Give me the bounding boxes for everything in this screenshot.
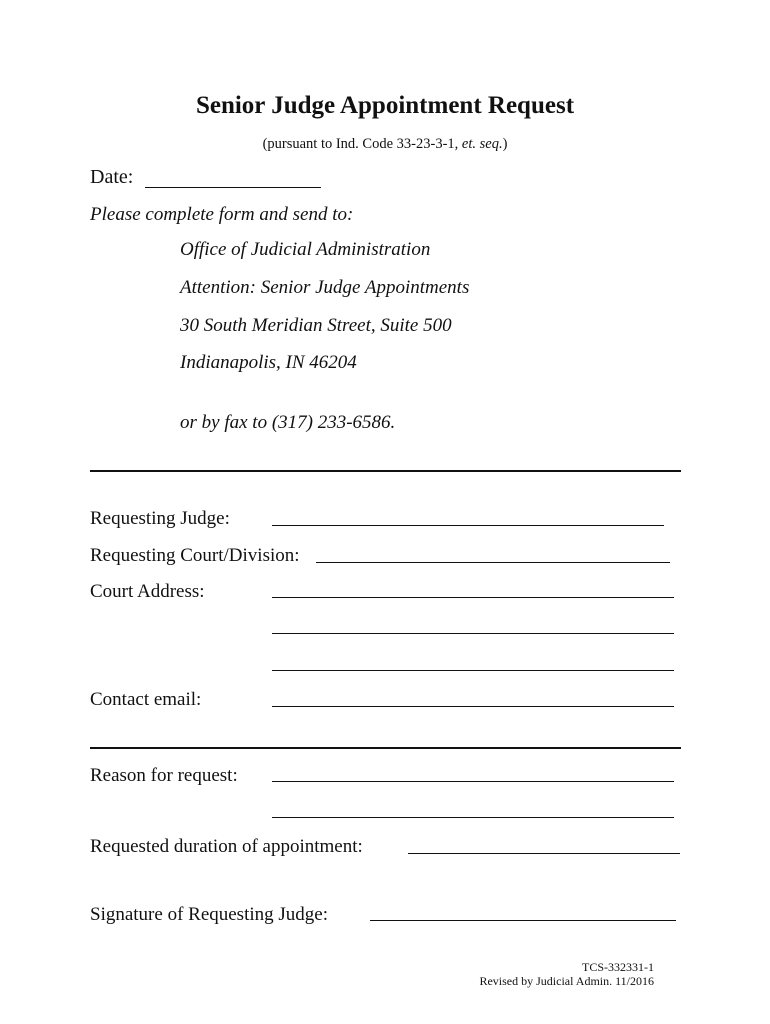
form-number: TCS-332331-1 bbox=[582, 960, 654, 974]
office-name: Office of Judicial Administration bbox=[180, 239, 431, 260]
date-label: Date: bbox=[90, 166, 134, 188]
court-address-line-2[interactable] bbox=[272, 633, 674, 634]
section-divider-top bbox=[90, 470, 681, 472]
requesting-judge-label: Requesting Judge: bbox=[90, 508, 230, 529]
requesting-judge-line[interactable] bbox=[272, 525, 664, 526]
attention-line: Attention: Senior Judge Appointments bbox=[180, 277, 470, 298]
subtitle-italic: et. seq. bbox=[461, 136, 503, 152]
requesting-court-line[interactable] bbox=[316, 562, 670, 563]
court-address-line-1[interactable] bbox=[272, 597, 674, 598]
form-title: Senior Judge Appointment Request bbox=[195, 92, 575, 119]
street-address: 30 South Meridian Street, Suite 500 bbox=[180, 315, 452, 336]
date-line[interactable] bbox=[145, 187, 321, 188]
instructions-intro: Please complete form and send to: bbox=[90, 204, 354, 225]
subtitle-prefix: (pursuant to Ind. Code 33-23-3-1, bbox=[262, 136, 462, 152]
contact-email-line[interactable] bbox=[272, 706, 674, 707]
duration-label: Requested duration of appointment: bbox=[90, 836, 363, 857]
section-divider-bottom bbox=[90, 747, 681, 749]
requesting-court-label: Requesting Court/Division: bbox=[90, 545, 300, 566]
signature-line[interactable] bbox=[370, 920, 676, 921]
subtitle-suffix: ) bbox=[502, 136, 508, 152]
reason-line-1[interactable] bbox=[272, 781, 674, 782]
contact-email-label: Contact email: bbox=[90, 689, 202, 710]
court-address-line-3[interactable] bbox=[272, 670, 674, 671]
duration-line[interactable] bbox=[408, 853, 680, 854]
signature-label: Signature of Requesting Judge: bbox=[90, 904, 328, 925]
revision-note: Revised by Judicial Admin. 11/2016 bbox=[479, 974, 654, 988]
reason-label: Reason for request: bbox=[90, 765, 238, 786]
reason-line-2[interactable] bbox=[272, 817, 674, 818]
form-subtitle bbox=[0, 136, 770, 153]
court-address-label: Court Address: bbox=[90, 581, 205, 602]
city-address: Indianapolis, IN 46204 bbox=[180, 352, 357, 373]
fax-number: or by fax to (317) 233-6586. bbox=[180, 412, 396, 433]
